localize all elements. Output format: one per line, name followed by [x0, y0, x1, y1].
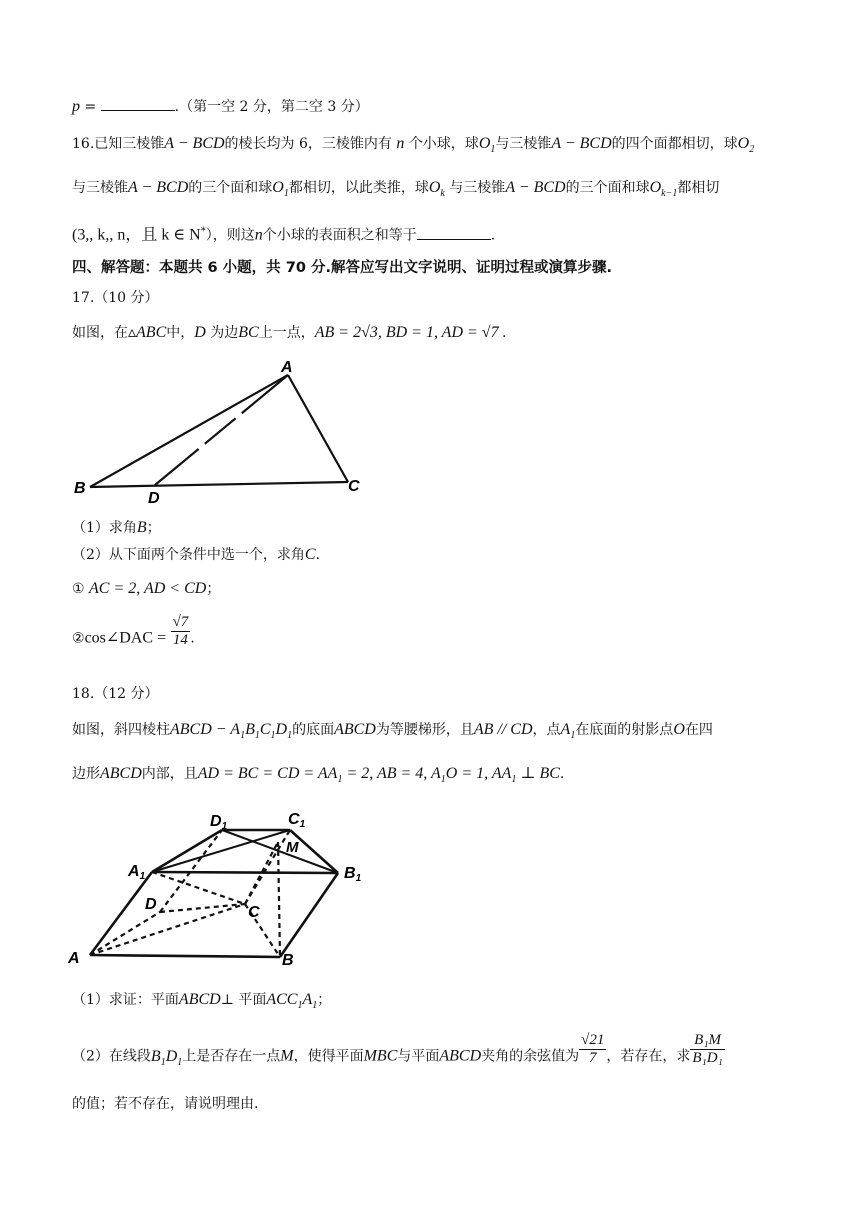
base-abcd: ABCD	[334, 721, 376, 738]
q18-text: 与平面	[397, 1048, 440, 1065]
q16-text: 都相切，以此类推，球	[288, 180, 429, 196]
base-abcd: ABCD	[100, 765, 142, 782]
q16-line-1	[72, 134, 754, 160]
label-b: B	[74, 480, 86, 497]
denominator: B₁D₁	[692, 1050, 723, 1066]
plane-abcd: ABCD	[178, 991, 221, 1008]
q16-text: 的四个面都相切，球	[611, 136, 738, 152]
label-d1: D1	[210, 813, 228, 832]
tetrahedron-label: A − BCD	[505, 179, 566, 196]
ratio-fraction	[690, 1032, 724, 1067]
q16-text: 与三棱锥	[72, 180, 128, 196]
q18-part-2-end: 的值；若不存在，请说明理由.	[72, 1096, 259, 1112]
segment-a1c	[152, 872, 245, 904]
n-var: n	[254, 226, 263, 244]
q18-line-2	[72, 764, 564, 790]
q16-text: 的三个面和球	[565, 180, 650, 196]
q17-part-2	[72, 545, 320, 565]
ball-o2: $O_2$	[737, 135, 755, 156]
segment-mb	[278, 842, 280, 957]
side-bc: BC	[238, 324, 259, 341]
q18-text: ，点	[532, 722, 561, 738]
q17-condition-2	[72, 614, 195, 649]
condition-expr: cos∠DAC =	[84, 629, 167, 647]
q15-answer-line	[72, 96, 369, 117]
angle-c: C	[304, 546, 316, 563]
point-d: D	[194, 324, 206, 341]
numerator: √21	[581, 1032, 605, 1048]
label-b1: B1	[344, 865, 362, 884]
q18-punct: ；	[317, 992, 332, 1008]
label-a: A	[68, 950, 80, 967]
point-m: M	[280, 1047, 294, 1065]
edge-dc	[160, 904, 245, 912]
q18-text: ，若存在，求	[606, 1048, 691, 1065]
q15-points: .（第一空 2 分，第二空 3 分）	[174, 99, 369, 115]
q17-punct: ；	[206, 581, 221, 597]
q18-heading: 18.（12 分）	[72, 686, 159, 702]
plane-acc1a1: $ACC_1A_1$	[266, 991, 318, 1012]
q17-text: 如图，在	[72, 325, 128, 341]
edge-ac	[288, 375, 348, 482]
fraction	[171, 614, 191, 649]
prism-label: ABCD − $A_1B_1C_1D_1$	[170, 721, 293, 742]
q16-text: 个小球，球	[408, 136, 479, 152]
q17-text: 上一点，	[258, 325, 315, 341]
q17-heading: 17.（10 分）	[72, 290, 159, 306]
q18-text: 的底面	[292, 722, 335, 738]
fraction	[579, 1032, 606, 1067]
q18-text: 在四	[684, 722, 713, 738]
q18-text: 在底面的射影点	[575, 722, 674, 738]
segment-ad	[155, 375, 288, 485]
q16-range: (3,, k,, n，且 k ∈ N	[72, 226, 201, 244]
condition-expr: AC = 2, AD < CD	[89, 580, 207, 597]
q17-given: AB = 2√3, BD = 1, AD = √7 .	[314, 324, 507, 341]
plane-mbc: MBC	[363, 1047, 398, 1065]
point-o: O	[673, 721, 685, 738]
label-c: C	[348, 478, 360, 495]
q16-text: ），则这	[205, 227, 255, 244]
label-a1: A1	[128, 863, 146, 882]
tetrahedron-label: A − BCD	[551, 135, 612, 152]
condition-mark: ①	[72, 581, 85, 597]
q17-text: （1）求角	[72, 520, 137, 536]
q16-line-3: (3,, k,, n，且 k ∈ N*），则这n个小球的表面积之和等于 .	[72, 226, 496, 244]
denominator: 7	[589, 1050, 597, 1066]
q18-line-1	[72, 720, 713, 746]
edge-bb1	[280, 873, 338, 957]
q17-intro	[72, 323, 507, 343]
q15-var: p	[72, 98, 80, 115]
plane-abcd: ABCD	[439, 1047, 482, 1065]
answer-blank	[101, 96, 175, 111]
q17-condition-1	[72, 579, 220, 599]
q18-text: （2）在线段	[72, 1048, 151, 1065]
q18-part-2	[72, 1032, 725, 1073]
q17-punct: .	[315, 547, 321, 563]
triangle-abc: ▵ABC	[128, 324, 167, 341]
denominator: 14	[172, 632, 188, 648]
q16-line-2	[72, 178, 719, 204]
q16-text: 与三棱锥	[449, 180, 506, 196]
ball-ok: $O_k$	[428, 179, 445, 200]
q17-punct: ；	[146, 520, 161, 536]
edge-ad	[90, 912, 160, 955]
q18-text: （1）求证：平面	[72, 992, 179, 1008]
q18-text: 边形	[72, 766, 100, 782]
edge-aa1	[90, 872, 152, 955]
triangle-figure	[60, 360, 380, 510]
q17-punct: .	[190, 630, 195, 647]
q17-text: 中，	[166, 325, 195, 341]
q18-text: 夹角的余弦值为	[481, 1048, 580, 1065]
q18-text: 为等腰梯形，且	[375, 722, 474, 738]
q18-punct: .	[559, 766, 565, 782]
n-var: n	[396, 135, 405, 152]
q16-end: .	[490, 227, 496, 244]
tetrahedron-label: A − BCD	[128, 179, 189, 196]
diag-d1b1	[222, 830, 338, 873]
q18-text: 内部，且	[141, 766, 198, 782]
edge-ab	[90, 955, 280, 957]
prism-figure	[60, 800, 380, 975]
tetrahedron-label: A − BCD	[164, 135, 225, 152]
numerator: B₁M	[690, 1032, 724, 1050]
label-c: C	[248, 904, 260, 921]
q16-text: 的三个面和球	[188, 180, 273, 196]
q16-text: 都相切	[677, 180, 720, 196]
label-d: D	[145, 896, 157, 913]
q15-eq: =	[84, 99, 97, 115]
ball-ok-1: $O_{k-1}$	[649, 179, 678, 200]
section-heading: 四、解答题：本题共 6 小题，共 70 分.解答应写出文字说明、证明过程或演算步骤.	[72, 260, 612, 276]
answer-blank	[417, 225, 491, 240]
q16-text: 个小球的表面积之和等于	[262, 227, 417, 244]
label-d: D	[148, 490, 160, 507]
edge-ba	[90, 375, 288, 487]
numerator: √7	[172, 614, 189, 630]
q18-given: AD = BC = CD = $AA_1 = 2$, AB = 4, $A_1O = 1$, $AA_1$ ⊥ BC	[197, 765, 560, 786]
q17-text: 为边	[210, 325, 239, 341]
label-c1: C1	[288, 811, 306, 830]
q18-text: 上是否存在一点	[182, 1048, 281, 1065]
parallel-expr: AB // CD	[473, 721, 533, 738]
q16-text: 与三棱锥	[495, 136, 552, 152]
q18-text: 如图，斜四棱柱	[72, 722, 170, 738]
q16-text: 的棱长均为 6，三棱锥内有	[224, 136, 392, 152]
ball-o1: $O_1$	[272, 179, 289, 200]
point-a1: $A_1$	[560, 721, 576, 742]
q17-part-1	[72, 518, 161, 538]
q18-text: ，使得平面	[293, 1048, 364, 1065]
q18-text: ⊥ 平面	[220, 992, 267, 1008]
q16-text: 16.已知三棱锥	[72, 136, 165, 152]
segment-b1d1: $B_1D_1$	[150, 1047, 183, 1068]
angle-b: B	[136, 519, 147, 536]
label-b: B	[282, 952, 294, 969]
edge-a1b1	[152, 872, 338, 873]
condition-mark: ②	[72, 630, 85, 647]
diag-ac	[90, 904, 245, 955]
edge-bc	[90, 482, 348, 487]
label-a: A	[281, 360, 293, 376]
q18-part-1	[72, 990, 331, 1016]
q17-text: （2）从下面两个条件中选一个，求角	[72, 547, 305, 563]
edge-a1d1	[152, 830, 222, 872]
label-m: M	[286, 839, 299, 856]
ball-o1: $O_1$	[478, 135, 496, 156]
